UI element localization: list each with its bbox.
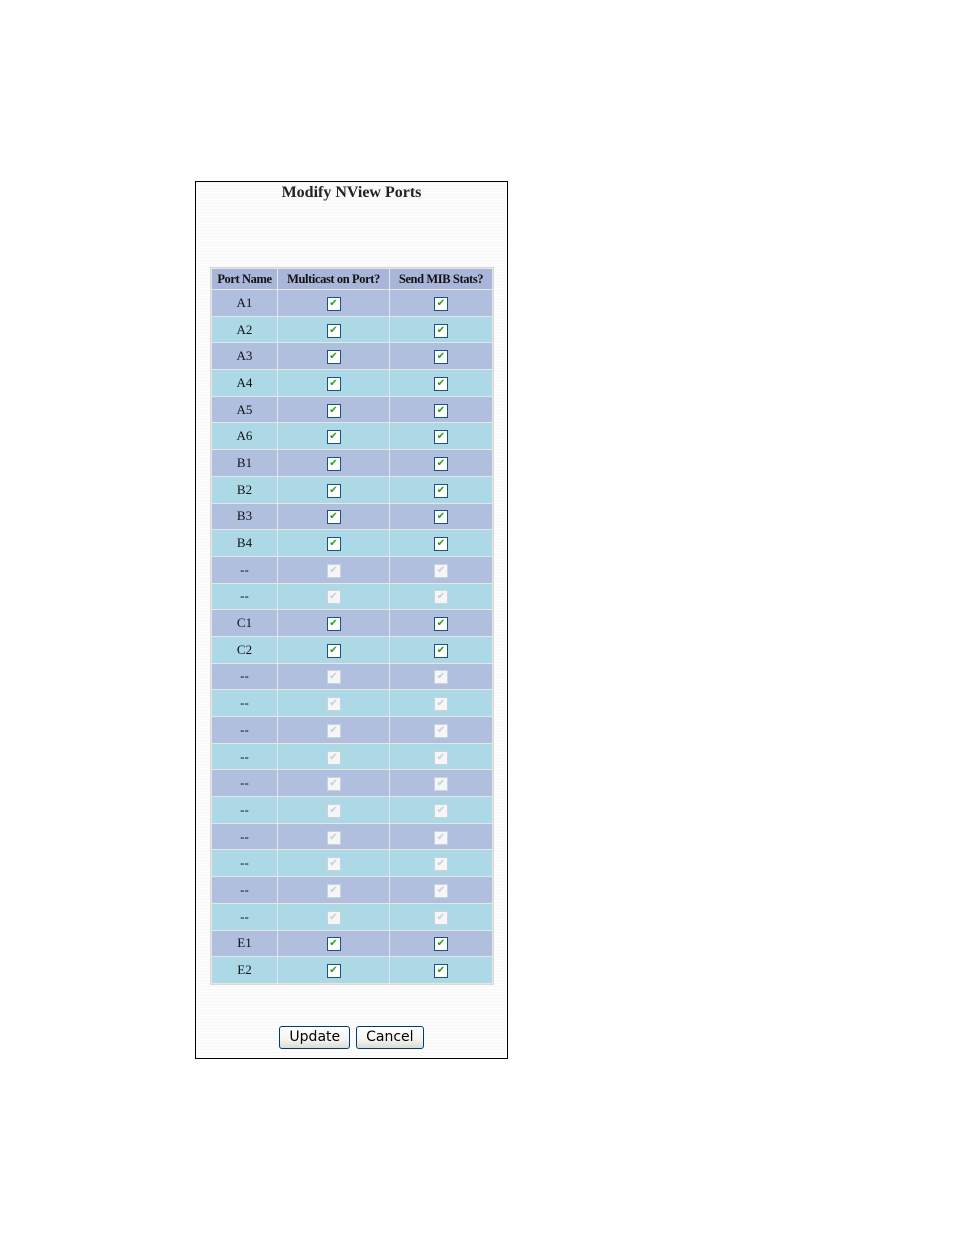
mib-stats-checkbox (434, 884, 448, 898)
table-row (212, 450, 492, 476)
multicast-cell (278, 850, 389, 876)
mib-stats-cell (390, 877, 492, 903)
mib-stats-cell (390, 904, 492, 930)
multicast-cell (278, 504, 389, 530)
port-name-cell: B4 (212, 530, 277, 556)
multicast-cell (278, 450, 389, 476)
cancel-button[interactable]: Cancel (356, 1026, 423, 1049)
multicast-cell (278, 423, 389, 449)
column-header-mib-stats: Send MIB Stats? (390, 269, 492, 289)
port-name-cell: -- (212, 717, 277, 743)
multicast-checkbox (327, 777, 341, 791)
port-name-cell: E2 (212, 957, 277, 983)
multicast-cell (278, 877, 389, 903)
port-name-cell: B2 (212, 477, 277, 503)
multicast-cell (278, 931, 389, 957)
mib-stats-cell (390, 370, 492, 396)
multicast-cell (278, 343, 389, 369)
table-row (212, 290, 492, 316)
multicast-cell (278, 744, 389, 770)
multicast-cell (278, 797, 389, 823)
multicast-checkbox[interactable] (327, 297, 341, 311)
multicast-checkbox (327, 697, 341, 711)
mib-stats-cell (390, 610, 492, 636)
multicast-cell (278, 637, 389, 663)
checkmark-icon: ✔ (329, 724, 338, 736)
form-buttons (196, 1026, 507, 1049)
port-name-cell: A6 (212, 423, 277, 449)
checkmark-icon: ✔ (436, 297, 446, 309)
ports-table (210, 267, 494, 985)
multicast-checkbox (327, 911, 341, 925)
port-name-cell: -- (212, 770, 277, 796)
checkmark-icon: ✔ (329, 671, 338, 683)
checkmark-icon: ✔ (436, 538, 446, 550)
checkmark-icon: ✔ (329, 351, 338, 363)
port-name-cell: -- (212, 850, 277, 876)
mib-stats-checkbox[interactable] (434, 937, 448, 951)
multicast-cell (278, 584, 389, 610)
mib-stats-cell (390, 477, 492, 503)
multicast-cell (278, 904, 389, 930)
port-name-cell: -- (212, 824, 277, 850)
multicast-checkbox (327, 751, 341, 765)
table-row (212, 557, 492, 583)
table-row (212, 824, 492, 850)
port-name-cell: -- (212, 877, 277, 903)
checkmark-icon: ✔ (436, 511, 446, 523)
multicast-cell (278, 690, 389, 716)
mib-stats-checkbox[interactable] (434, 510, 448, 524)
multicast-cell (278, 610, 389, 636)
table-row (212, 584, 492, 610)
checkmark-icon: ✔ (436, 671, 446, 683)
multicast-cell (278, 717, 389, 743)
multicast-checkbox[interactable] (327, 484, 341, 498)
checkmark-icon: ✔ (436, 965, 446, 977)
checkmark-icon: ✔ (436, 377, 446, 389)
multicast-cell (278, 664, 389, 690)
checkmark-icon: ✔ (329, 938, 338, 950)
mib-stats-checkbox[interactable] (434, 297, 448, 311)
table-row (212, 744, 492, 770)
multicast-checkbox (327, 670, 341, 684)
mib-stats-checkbox (434, 724, 448, 738)
mib-stats-cell (390, 557, 492, 583)
table-row (212, 610, 492, 636)
mib-stats-cell (390, 397, 492, 423)
mib-stats-checkbox[interactable] (434, 644, 448, 658)
checkmark-icon: ✔ (436, 831, 446, 843)
mib-stats-checkbox[interactable] (434, 457, 448, 471)
checkmark-icon: ✔ (329, 591, 338, 603)
port-name-cell: C2 (212, 637, 277, 663)
checkmark-icon: ✔ (436, 911, 446, 923)
mib-stats-checkbox (434, 911, 448, 925)
multicast-checkbox[interactable] (327, 537, 341, 551)
table-row (212, 317, 492, 343)
mib-stats-cell (390, 290, 492, 316)
table-row (212, 397, 492, 423)
table-row (212, 530, 492, 556)
checkmark-icon: ✔ (436, 591, 446, 603)
mib-stats-checkbox[interactable] (434, 377, 448, 391)
multicast-checkbox[interactable] (327, 324, 341, 338)
mib-stats-checkbox (434, 857, 448, 871)
checkmark-icon: ✔ (329, 457, 338, 469)
multicast-cell (278, 530, 389, 556)
mib-stats-checkbox[interactable] (434, 350, 448, 364)
mib-stats-checkbox[interactable] (434, 617, 448, 631)
checkmark-icon: ✔ (436, 644, 446, 656)
table-row (212, 931, 492, 957)
mib-stats-cell (390, 717, 492, 743)
multicast-cell (278, 557, 389, 583)
mib-stats-cell (390, 690, 492, 716)
modify-nview-ports-form (195, 181, 508, 1059)
multicast-checkbox[interactable] (327, 457, 341, 471)
checkmark-icon: ✔ (329, 618, 338, 630)
ports-table-body (212, 290, 492, 983)
table-row (212, 690, 492, 716)
port-name-cell: -- (212, 664, 277, 690)
table-row (212, 717, 492, 743)
multicast-cell (278, 957, 389, 983)
mib-stats-checkbox[interactable] (434, 964, 448, 978)
checkmark-icon: ✔ (436, 564, 446, 576)
table-row (212, 423, 492, 449)
column-header-multicast: Multicast on Port? (278, 269, 389, 289)
multicast-checkbox[interactable] (327, 404, 341, 418)
table-row (212, 957, 492, 983)
checkmark-icon: ✔ (329, 404, 338, 416)
table-row (212, 904, 492, 930)
checkmark-icon: ✔ (436, 778, 446, 790)
port-name-cell: A5 (212, 397, 277, 423)
update-button[interactable]: Update (279, 1026, 350, 1049)
multicast-checkbox[interactable] (327, 510, 341, 524)
checkmark-icon: ✔ (329, 377, 338, 389)
mib-stats-checkbox[interactable] (434, 537, 448, 551)
checkmark-icon: ✔ (436, 431, 446, 443)
checkmark-icon: ✔ (436, 457, 446, 469)
mib-stats-cell (390, 450, 492, 476)
checkmark-icon: ✔ (329, 858, 338, 870)
checkmark-icon: ✔ (436, 698, 446, 710)
multicast-cell (278, 370, 389, 396)
checkmark-icon: ✔ (436, 858, 446, 870)
table-row (212, 797, 492, 823)
mib-stats-checkbox (434, 564, 448, 578)
table-row (212, 664, 492, 690)
checkmark-icon: ✔ (329, 538, 338, 550)
checkmark-icon: ✔ (436, 884, 446, 896)
mib-stats-cell (390, 343, 492, 369)
mib-stats-checkbox[interactable] (434, 404, 448, 418)
mib-stats-cell (390, 931, 492, 957)
checkmark-icon: ✔ (329, 511, 338, 523)
mib-stats-cell (390, 850, 492, 876)
multicast-cell (278, 477, 389, 503)
checkmark-icon: ✔ (329, 751, 338, 763)
multicast-checkbox (327, 590, 341, 604)
checkmark-icon: ✔ (329, 778, 338, 790)
mib-stats-cell (390, 797, 492, 823)
table-row (212, 637, 492, 663)
table-row (212, 343, 492, 369)
mib-stats-checkbox[interactable] (434, 484, 448, 498)
table-row (212, 850, 492, 876)
mib-stats-cell (390, 664, 492, 690)
multicast-checkbox[interactable] (327, 617, 341, 631)
multicast-checkbox[interactable] (327, 644, 341, 658)
checkmark-icon: ✔ (436, 324, 446, 336)
multicast-checkbox[interactable] (327, 430, 341, 444)
port-name-cell: E1 (212, 931, 277, 957)
mib-stats-cell (390, 637, 492, 663)
mib-stats-checkbox (434, 777, 448, 791)
checkmark-icon: ✔ (436, 351, 446, 363)
mib-stats-cell (390, 584, 492, 610)
mib-stats-cell (390, 744, 492, 770)
port-name-cell: -- (212, 744, 277, 770)
mib-stats-checkbox[interactable] (434, 430, 448, 444)
multicast-cell (278, 290, 389, 316)
port-name-cell: B3 (212, 504, 277, 530)
mib-stats-cell (390, 770, 492, 796)
page-title: Modify NView Ports (281, 184, 422, 201)
checkmark-icon: ✔ (329, 297, 338, 309)
checkmark-icon: ✔ (329, 431, 338, 443)
table-row (212, 477, 492, 503)
checkmark-icon: ✔ (329, 324, 338, 336)
checkmark-icon: ✔ (329, 644, 338, 656)
multicast-cell (278, 770, 389, 796)
table-row (212, 504, 492, 530)
port-name-cell: A3 (212, 343, 277, 369)
multicast-checkbox[interactable] (327, 350, 341, 364)
port-name-cell: -- (212, 797, 277, 823)
checkmark-icon: ✔ (329, 484, 338, 496)
multicast-checkbox (327, 804, 341, 818)
port-name-cell: A4 (212, 370, 277, 396)
port-name-cell: B1 (212, 450, 277, 476)
multicast-checkbox[interactable] (327, 937, 341, 951)
port-name-cell: -- (212, 557, 277, 583)
checkmark-icon: ✔ (329, 831, 338, 843)
table-row (212, 770, 492, 796)
port-name-cell: A1 (212, 290, 277, 316)
multicast-checkbox (327, 564, 341, 578)
multicast-checkbox (327, 831, 341, 845)
checkmark-icon: ✔ (436, 804, 446, 816)
multicast-checkbox (327, 884, 341, 898)
mib-stats-checkbox (434, 751, 448, 765)
checkmark-icon: ✔ (436, 751, 446, 763)
checkmark-icon: ✔ (329, 804, 338, 816)
multicast-checkbox[interactable] (327, 964, 341, 978)
multicast-cell (278, 317, 389, 343)
port-name-cell: -- (212, 904, 277, 930)
mib-stats-cell (390, 423, 492, 449)
checkmark-icon: ✔ (436, 938, 446, 950)
table-row (212, 877, 492, 903)
mib-stats-checkbox (434, 697, 448, 711)
mib-stats-cell (390, 824, 492, 850)
checkmark-icon: ✔ (329, 911, 338, 923)
table-row (212, 370, 492, 396)
mib-stats-checkbox[interactable] (434, 324, 448, 338)
checkmark-icon: ✔ (329, 884, 338, 896)
multicast-checkbox[interactable] (327, 377, 341, 391)
mib-stats-checkbox (434, 590, 448, 604)
table-header-row (212, 269, 492, 289)
checkmark-icon: ✔ (329, 698, 338, 710)
port-name-cell: -- (212, 584, 277, 610)
checkmark-icon: ✔ (329, 965, 338, 977)
checkmark-icon: ✔ (436, 724, 446, 736)
port-name-cell: A2 (212, 317, 277, 343)
port-name-cell: C1 (212, 610, 277, 636)
column-header-port-name: Port Name (212, 269, 277, 289)
checkmark-icon: ✔ (329, 564, 338, 576)
mib-stats-cell (390, 957, 492, 983)
multicast-cell (278, 397, 389, 423)
checkmark-icon: ✔ (436, 404, 446, 416)
port-name-cell: -- (212, 690, 277, 716)
multicast-checkbox (327, 857, 341, 871)
checkmark-icon: ✔ (436, 618, 446, 630)
multicast-checkbox (327, 724, 341, 738)
mib-stats-cell (390, 530, 492, 556)
mib-stats-checkbox (434, 670, 448, 684)
checkmark-icon: ✔ (436, 484, 446, 496)
mib-stats-checkbox (434, 804, 448, 818)
mib-stats-cell (390, 504, 492, 530)
mib-stats-cell (390, 317, 492, 343)
mib-stats-checkbox (434, 831, 448, 845)
multicast-cell (278, 824, 389, 850)
